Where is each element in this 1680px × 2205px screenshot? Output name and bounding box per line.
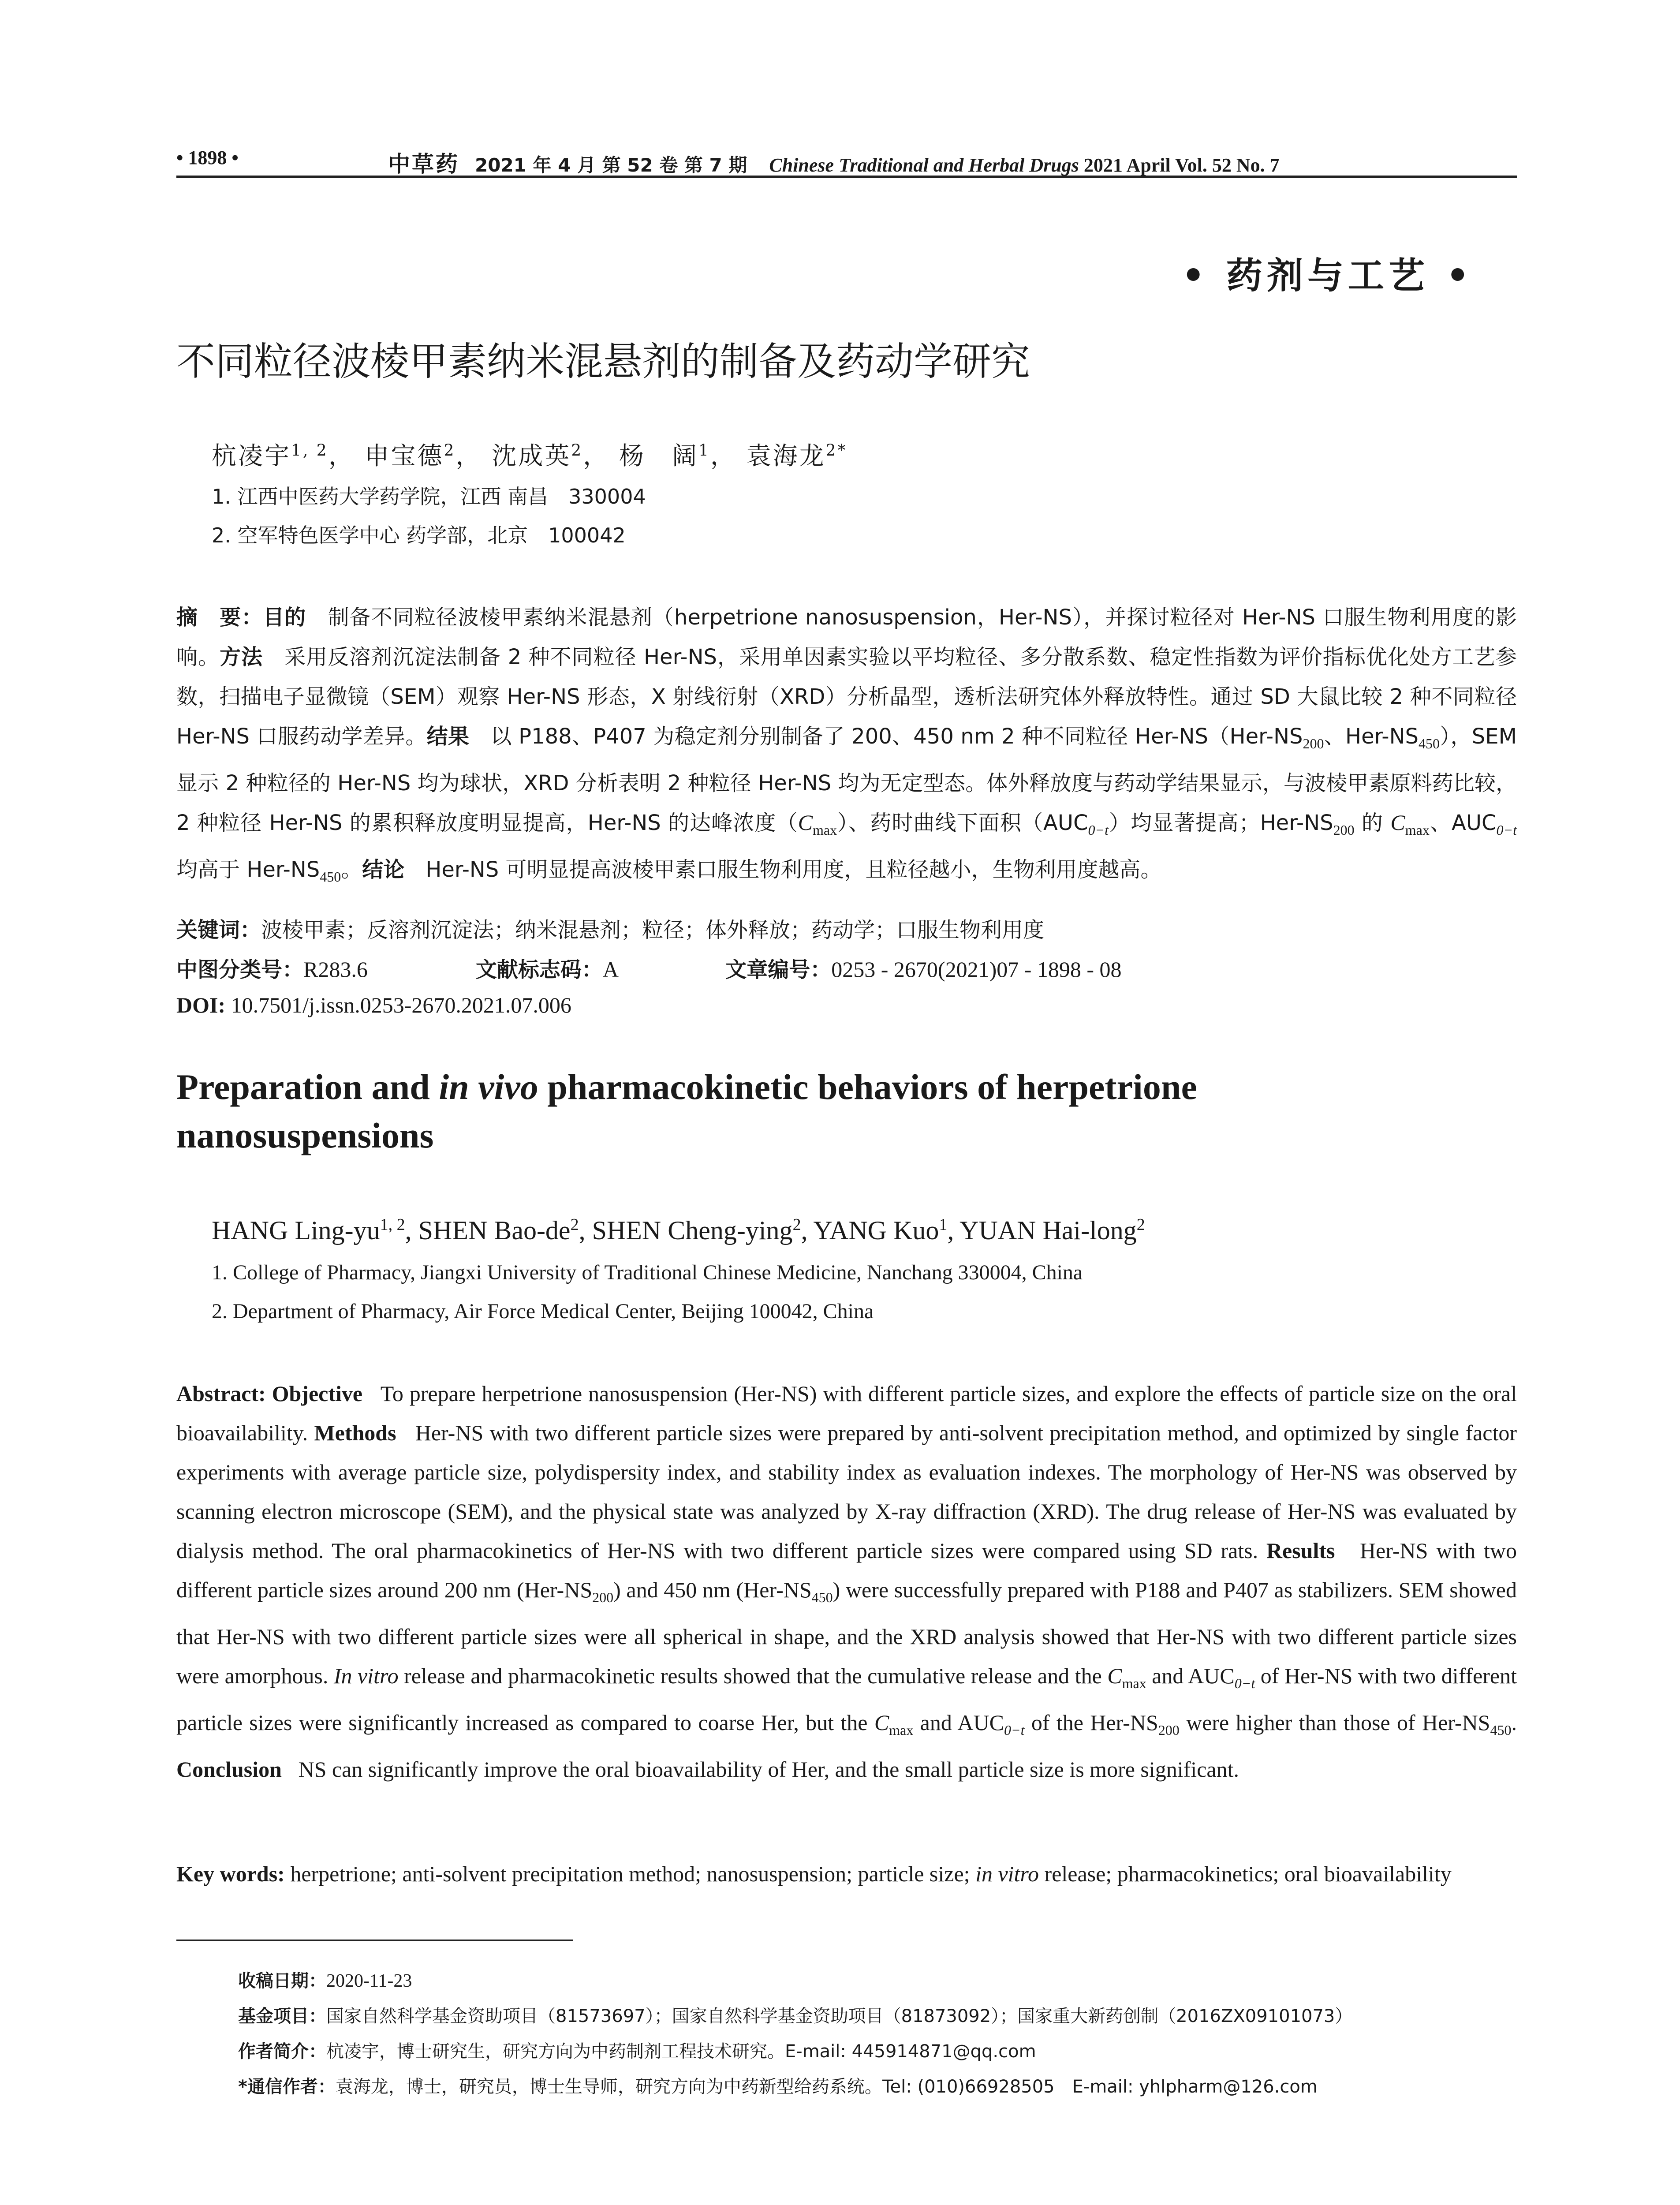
author-affil-sup: 1	[698, 441, 710, 460]
author-affil-sup: 2	[792, 1215, 801, 1234]
issue-cn: 2021 年 4 月 第 52 卷 第 7 期	[475, 154, 747, 176]
results-text: release and pharmacokinetic results showed that the cumulative release and the	[398, 1663, 1108, 1688]
clc-value: R283.6	[303, 957, 368, 982]
methods-label: 方法	[220, 645, 263, 669]
subscript: max	[1122, 1675, 1146, 1691]
author-bio-label: 作者简介：	[238, 2041, 326, 2062]
objective-text: 制备不同粒径波棱甲素纳米混悬剂（herpetrione nanosuspension，Her-NS），并探讨粒径对 Her-NS 口服生物利用度的影响。	[176, 605, 1517, 669]
results-label: 结果	[426, 724, 470, 749]
author-cn: 沈成英	[492, 442, 571, 471]
footnote-received	[238, 1967, 412, 1992]
subscript: 450	[811, 1589, 833, 1605]
author-affil-sup: 1	[939, 1215, 948, 1234]
abstract-label: Abstract:	[176, 1381, 272, 1406]
results-label: Results	[1266, 1538, 1335, 1563]
subscript: 200	[1303, 736, 1324, 751]
results-text: ) were successfully prepared with P188 and P407 as stabilizers. SEM showed that Her-NS with two different particle sizes were all spherical in shape, and the XRD analysis showed that Her-NS with two different particle sizes were amorphous.	[176, 1577, 1517, 1688]
subscript: max	[812, 822, 837, 838]
cmax-symbol: C	[874, 1710, 889, 1735]
footnote-corresponding	[238, 2073, 1318, 2098]
author-affil-sup: 2	[570, 1215, 579, 1234]
abstract-cn	[176, 598, 1517, 897]
footnote-rule	[176, 1940, 573, 1941]
abstract-label: 摘 要：	[176, 605, 263, 630]
author-separator: ,	[947, 1216, 960, 1245]
subscript: 0−t	[1004, 1722, 1025, 1738]
author-affil-sup: 2	[1136, 1215, 1145, 1234]
corresponding-value: 袁海龙，博士，研究员，博士生导师，研究方向为中药新型给药系统。Tel: (010)66928505 E-mail: yhlpharm@126.com	[335, 2077, 1318, 2097]
journal-name-cn: 中草药	[388, 151, 459, 177]
conclusion-label: 结论	[362, 857, 405, 882]
author-en: YANG Kuo	[813, 1216, 939, 1245]
subscript: max	[1405, 822, 1430, 838]
subscript: 450	[1419, 736, 1440, 751]
author-affil-sup: 2*	[825, 441, 847, 460]
subscript: 450	[1490, 1722, 1512, 1738]
methods-text: 采用反溶剂沉淀法制备 2 种不同粒径 Her-NS，采用单因素实验以平均粒径、多分散系数、稳定性指数为评价指标优化处方工艺参数，扫描电子显微镜（SEM）观察 Her-NS 形态，X 射线衍射（XRD）分析晶型，透析法研究体外释放特性。通过 SD 大鼠比较 2 种不同粒径 Her-NS 口服药动学差异。	[176, 645, 1517, 749]
title-en-italic: in vivo	[439, 1067, 538, 1107]
fund-value: 国家自然科学基金资助项目（81573697）；国家自然科学基金资助项目（81873092）；国家重大新药创制（2016ZX09101073）	[326, 2006, 1353, 2026]
keywords-en	[176, 1854, 1517, 1894]
author-affil-sup: 1, 2	[380, 1215, 405, 1234]
methods-label: Methods	[314, 1420, 396, 1445]
issue-en: 2021 April Vol. 52 No. 7	[1083, 154, 1280, 176]
author-cn: 杭凌宇	[212, 442, 291, 471]
results-text: 均高于 Her-NS	[176, 857, 320, 882]
fund-label: 基金项目：	[238, 2006, 326, 2026]
abstract-en	[176, 1374, 1523, 1789]
running-header	[176, 140, 1517, 177]
author-bio-value: 杭凌宇，博士研究生，研究方向为中药制剂工程技术研究。E-mail: 445914871@qq.com	[326, 2041, 1036, 2062]
objective-label: 目的	[263, 605, 306, 630]
author-separator: ，	[455, 442, 482, 471]
title-en-text: nanosuspensions	[176, 1115, 434, 1155]
affiliation-text: 2. 空军特色医学中心 药学部，北京 100042	[212, 523, 626, 547]
results-text: were higher than those of Her-NS	[1179, 1710, 1490, 1735]
results-text: ）均显著提高；Her-NS	[1108, 811, 1333, 835]
results-text: of the Her-NS	[1024, 1710, 1158, 1735]
keywords-cn	[176, 913, 1044, 943]
author-en: HANG Ling-yu	[212, 1216, 380, 1245]
article-number-label: 文章编号：	[725, 957, 832, 982]
results-text: 。	[341, 857, 362, 882]
title-en-text: pharmacokinetic behaviors of herpetrione	[538, 1067, 1197, 1107]
doi-label: DOI:	[176, 993, 226, 1017]
title-en	[176, 1063, 1517, 1160]
title-en-text: Preparation and	[176, 1067, 439, 1107]
author-separator: ,	[579, 1216, 592, 1245]
subscript: 450	[320, 869, 341, 885]
results-text: ) and 450 nm (Her-NS	[613, 1577, 812, 1602]
author-separator: ，	[710, 442, 737, 471]
cmax-symbol: C	[1107, 1663, 1122, 1688]
results-text: 、Her-NS	[1324, 724, 1419, 749]
results-text: 的	[1354, 811, 1391, 835]
received-label: 收稿日期：	[238, 1971, 326, 1991]
in-vitro-italic: In vitro	[333, 1663, 399, 1688]
clc-label: 中图分类号：	[176, 957, 304, 982]
subscript: 0−t	[1496, 822, 1517, 838]
page-number: • 1898 •	[176, 147, 239, 168]
results-text: .	[1511, 1710, 1517, 1735]
keywords-value: release; pharmacokinetics; oral bioavailability	[1039, 1861, 1452, 1886]
affiliation-en-1: 1. College of Pharmacy, Jiangxi University of Traditional Chinese Medicine, Nanchang 330004, China	[212, 1261, 1083, 1284]
received-value: 2020-11-23	[326, 1971, 412, 1991]
journal-name-en: Chinese Traditional and Herbal Drugs	[769, 154, 1079, 176]
cmax-symbol: C	[798, 810, 813, 835]
author-en: SHEN Cheng-ying	[592, 1216, 793, 1245]
author-cn: 申宝德	[364, 442, 444, 471]
author-affil-sup: 2	[444, 441, 456, 460]
affiliation-cn-2	[212, 519, 626, 549]
conclusion-label: Conclusion	[176, 1757, 282, 1782]
results-text: ）、药时曲线下面积（AUC	[837, 811, 1088, 835]
keywords-label: Key words:	[176, 1861, 285, 1886]
affiliation-en-2: 2. Department of Pharmacy, Air Force Medical Center, Beijing 100042, China	[212, 1300, 874, 1323]
header-rule	[176, 176, 1517, 178]
objective-text: To prepare herpetrione nanosuspension (Her-NS) with different particle sizes, and explore the effects of particle size on the oral bioavailability.	[176, 1381, 1523, 1445]
affiliation-text: 1. 江西中医药大学药学院，江西 南昌 330004	[212, 485, 646, 508]
doi-value: 10.7501/j.issn.0253-2670.2021.07.006	[225, 993, 571, 1017]
author-separator: ，	[328, 442, 355, 471]
doc-code-value: A	[602, 957, 618, 982]
subscript: max	[889, 1722, 914, 1738]
subscript: 0−t	[1234, 1675, 1255, 1691]
results-text: and AUC	[913, 1710, 1004, 1735]
author-en: SHEN Bao-de	[418, 1216, 571, 1245]
subscript: 200	[1158, 1722, 1180, 1738]
methods-text: Her-NS with two different particle sizes were prepared by anti-solvent precipitation method, and optimized by single factor experiments with average particle size, polydispersity index, and stability index as evaluation indexes. The morphology of Her-NS was observed by scanning electron microscope (SEM), and the physical state was analyzed by X-ray diffraction (XRD). The drug release of Her-NS was evaluated by dialysis method. The oral pharmacokinetics of Her-NS with two different particle sizes were compared using SD rats.	[176, 1420, 1523, 1563]
doc-code-label: 文献标志码：	[475, 957, 603, 982]
keywords-italic: in vitro	[975, 1861, 1039, 1886]
results-text: Her-NS with two different particle sizes around 200 nm (Her-NS	[176, 1538, 1523, 1602]
author-cn: 袁海龙	[746, 442, 826, 471]
keywords-label: 关键词：	[176, 918, 261, 942]
subscript: 200	[592, 1589, 614, 1605]
doi-line	[176, 992, 571, 1018]
author-separator: ,	[801, 1216, 814, 1245]
authors-en	[212, 1215, 1145, 1246]
article-number-value: 0253 - 2670(2021)07 - 1898 - 08	[831, 957, 1122, 982]
conclusion-text: Her-NS 可明显提高波棱甲素口服生物利用度，且粒径越小，生物利用度越高。	[404, 857, 1162, 882]
journal-line	[388, 146, 1280, 178]
results-text: 、AUC	[1429, 811, 1497, 835]
results-text: 以 P188、P407 为稳定剂分别制备了 200、450 nm 2 种不同粒径 Her-NS（Her-NS	[469, 724, 1303, 749]
footnote-author	[238, 2037, 1036, 2063]
affiliation-cn-1	[212, 481, 646, 510]
keywords-value: herpetrione; anti-solvent precipitation method; nanosuspension; particle size;	[284, 1861, 976, 1886]
keywords-value: 波棱甲素；反溶剂沉淀法；纳米混悬剂；粒径；体外释放；药动学；口服生物利用度	[261, 918, 1045, 942]
authors-cn	[212, 437, 847, 472]
cmax-symbol: C	[1390, 810, 1405, 835]
results-text: ），SEM 显示 2 种粒径的 Her-NS 均为球状，XRD 分析表明 2 种粒径 Her-NS 均为无定型态。体外释放度与药动学结果显示，与波棱甲素原料药比较，2 种粒径 Her-NS 的累积释放度明显提高，Her-NS 的达峰浓度（	[176, 724, 1517, 835]
column-label: • 药剂与工艺 •	[1182, 254, 1474, 297]
subscript: 200	[1333, 822, 1355, 838]
classification-line	[176, 953, 1122, 983]
results-text: and AUC	[1146, 1663, 1235, 1688]
author-separator: ，	[583, 442, 610, 471]
objective-label: Objective	[272, 1381, 363, 1406]
author-cn: 杨 阔	[619, 442, 698, 471]
author-en: YUAN Hai-long	[959, 1216, 1137, 1245]
author-separator: ,	[405, 1216, 418, 1245]
subscript: 0−t	[1088, 822, 1109, 838]
author-affil-sup: 1, 2	[291, 441, 329, 460]
author-affil-sup: 2	[571, 441, 583, 460]
results-text: of Her-NS with two different particle sizes were significantly increased as compared to coarse Her, but the	[176, 1663, 1517, 1735]
footnote-fund	[238, 2002, 1352, 2027]
corresponding-label: *通信作者：	[238, 2077, 336, 2097]
title-cn: 不同粒径波棱甲素纳米混悬剂的制备及药动学研究	[176, 339, 1030, 384]
conclusion-text: NS can significantly improve the oral bioavailability of Her, and the small particle size is more significant.	[281, 1757, 1239, 1782]
